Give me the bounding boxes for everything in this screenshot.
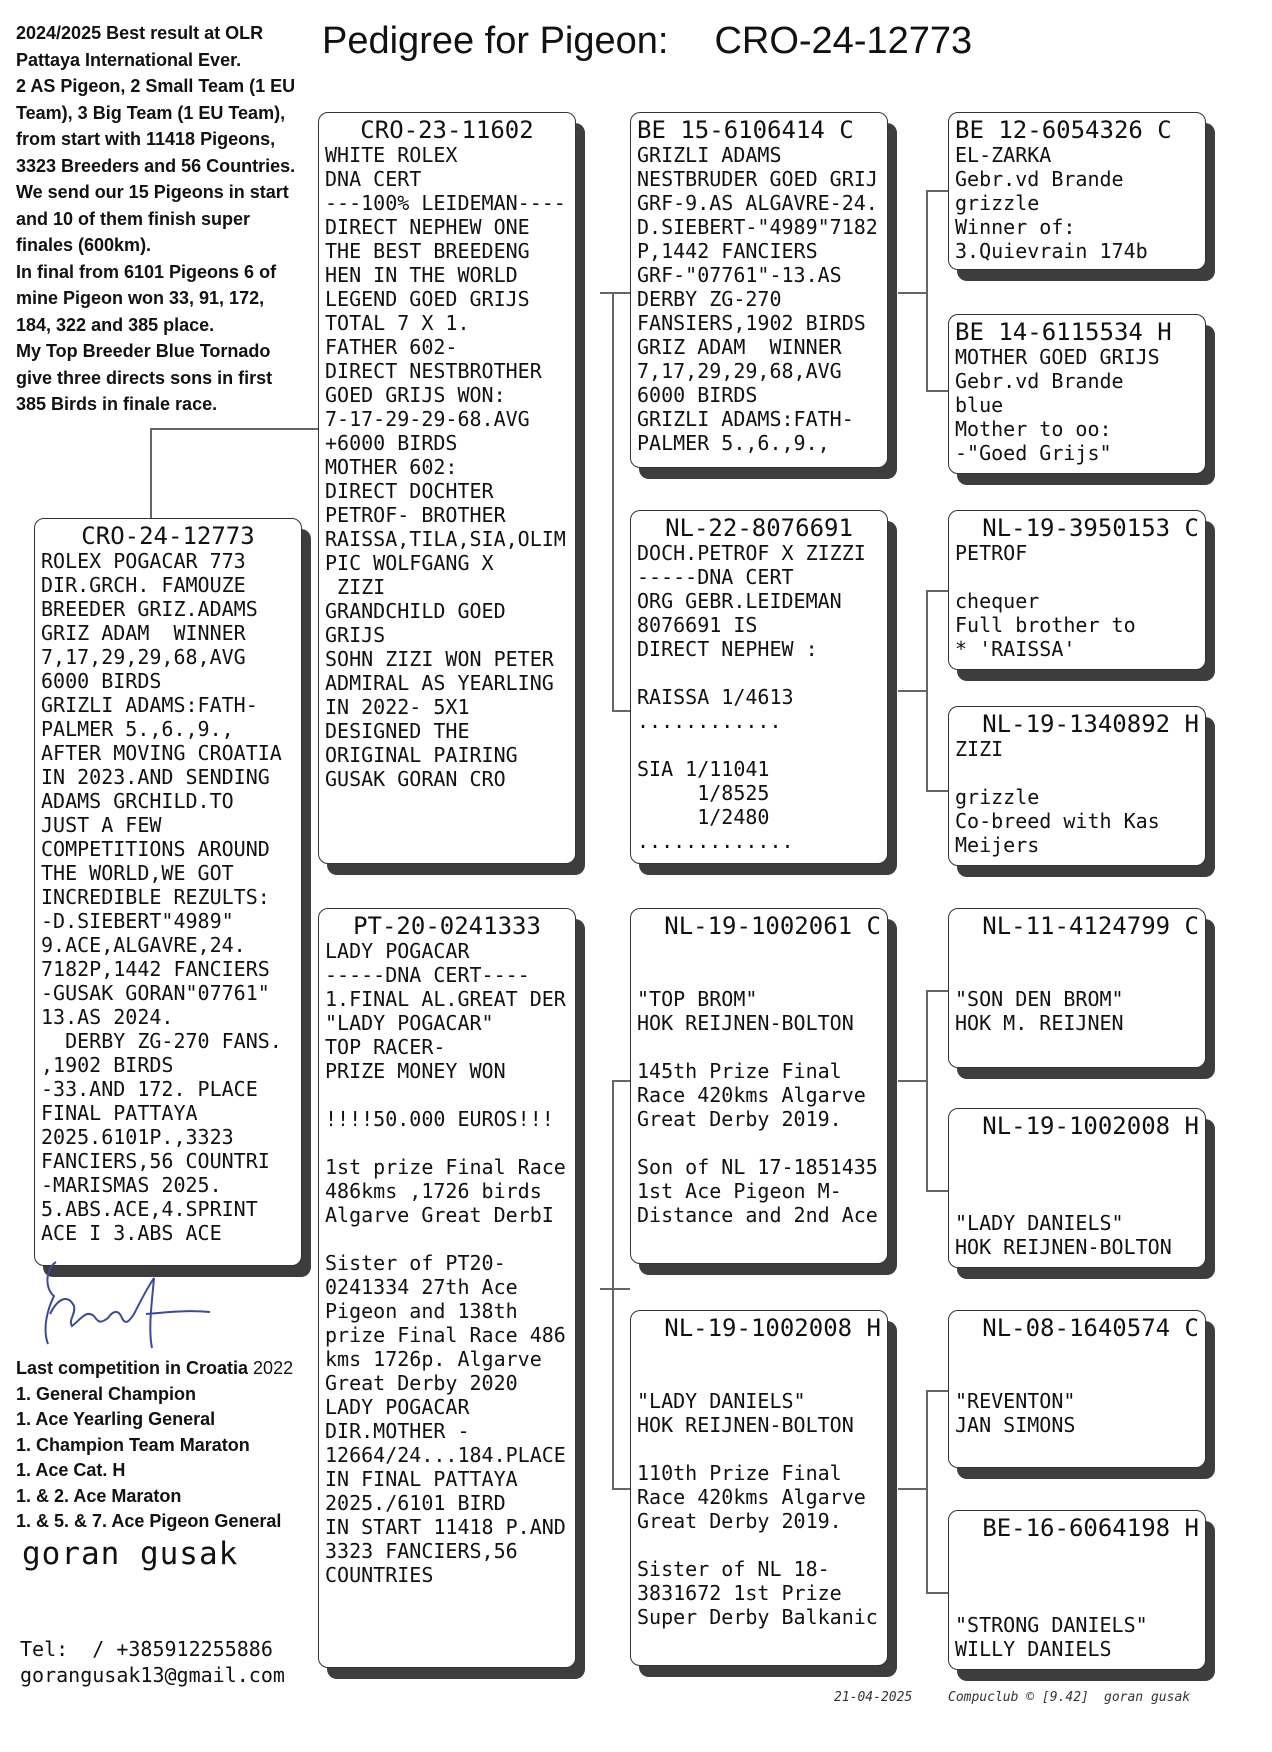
note-line: DOCH.PETROF X ZIZZI (637, 541, 866, 565)
pigeon-ff (630, 112, 888, 468)
note-line: WHITE ROLEX (325, 143, 458, 167)
pigeon-notes (637, 143, 881, 455)
pigeon-notes (955, 541, 1199, 661)
ring-number: NL-19-1002008 H (982, 1112, 1199, 1140)
note-line: PETROF- BROTHER (325, 503, 506, 527)
promo-line: We send our 15 Pigeons in start (16, 182, 289, 202)
note-line (955, 939, 1199, 963)
pigeon-notes (955, 345, 1199, 465)
note-line: Great Derby 2019. (637, 1509, 842, 1533)
pigeon-notes (955, 1139, 1199, 1259)
note-line: 7-17-29-29-68.AVG (325, 407, 530, 431)
note-line: EL-ZARKA (955, 143, 1052, 167)
note-line: -----DNA CERT---- (325, 963, 530, 987)
note-line: Pigeon and 138th (325, 1299, 518, 1323)
note-line: NESTBRUDER GOED GRIJ (637, 167, 878, 191)
note-line: TOP RACER- (325, 1035, 446, 1059)
note-line: PRIZE MONEY WON (325, 1059, 506, 1083)
note-line: 1/8525 (637, 781, 770, 805)
ring-number: BE 15-6106414 C (637, 116, 854, 144)
note-line: D.SIEBERT-"4989"7182 (637, 215, 878, 239)
competition-item: 1. Champion Team Maraton (16, 1434, 250, 1455)
note-line: Super Derby Balkanic (637, 1605, 878, 1629)
footer-date: 21-04-2025 (834, 1690, 913, 1705)
note-line: Gebr.vd Brande (955, 369, 1124, 393)
title-ring: CRO-24-12773 (714, 20, 973, 62)
note-line (955, 761, 1199, 785)
ring-number: NL-19-1340892 H (982, 710, 1199, 738)
ring-number: CRO-23-11602 (360, 116, 534, 144)
note-line (955, 1365, 1199, 1389)
note-line: GRIZLI ADAMS:FATH- (41, 693, 258, 717)
note-line: JAN SIMONS (955, 1413, 1076, 1437)
note-line: SOHN ZIZI WON PETER (325, 647, 554, 671)
note-line: "SON DEN BROM" (955, 987, 1124, 1011)
competition-item: 1. & 5. & 7. Ace Pigeon General (16, 1511, 282, 1531)
note-line: ,1902 BIRDS (41, 1053, 174, 1077)
note-line: WILLY DANIELS (955, 1637, 1112, 1661)
note-line: IN 2023.AND SENDING (41, 765, 270, 789)
connector-line (898, 1080, 926, 1082)
connector-line (612, 1080, 614, 1488)
pigeon-mff (948, 908, 1206, 1068)
connector-line (926, 1190, 948, 1192)
ring-number: BE 14-6115534 H (955, 318, 1172, 346)
note-line (637, 1533, 881, 1557)
note-line: FINAL PATTAYA (41, 1101, 198, 1125)
note-line (637, 1365, 881, 1389)
note-line: -----DNA CERT (637, 565, 794, 589)
note-line: "STRONG DANIELS" (955, 1613, 1148, 1637)
note-line: ORG GEBR.LEIDEMAN (637, 589, 842, 613)
note-line: GRF-"07761"-13.AS (637, 263, 842, 287)
pigeon-notes (637, 541, 881, 853)
note-line: HOK REIJNEN-BOLTON (637, 1413, 854, 1437)
note-line: GOED GRIJS WON: (325, 383, 506, 407)
note-line (955, 1565, 1199, 1589)
note-line: +6000 BIRDS (325, 431, 458, 455)
note-line: DNA CERT (325, 167, 422, 191)
note-line (637, 1341, 881, 1365)
note-line: Great Derby 2019. (637, 1107, 842, 1131)
note-line: IN START 11418 P.AND (325, 1515, 566, 1539)
ring-number: NL-19-3950153 C (982, 514, 1199, 542)
note-line (955, 1589, 1199, 1613)
note-line (325, 1227, 569, 1251)
note-line: ZIZI (325, 575, 386, 599)
note-line: 2025.6101P.,3323 (41, 1125, 234, 1149)
note-line: Sister of NL 18- (637, 1557, 830, 1581)
connector-line (926, 190, 928, 390)
note-line: Full brother to (955, 613, 1136, 637)
note-line (637, 963, 881, 987)
note-line: ............. (637, 829, 794, 853)
note-line: 1.FINAL AL.GREAT DER (325, 987, 566, 1011)
note-line: PETROF (955, 541, 1028, 565)
note-line: LEGEND GOED GRIJS (325, 287, 530, 311)
note-line: Race 420kms Algarve (637, 1083, 866, 1107)
competition-heading: Last competition in Croatia 2022 (16, 1358, 294, 1378)
note-line: IN FINAL PATTAYA (325, 1467, 518, 1491)
note-line: GRIZ ADAM WINNER (41, 621, 246, 645)
note-line: DIR.GRCH. FAMOUZE (41, 573, 246, 597)
promo-line: and 10 of them finish super (16, 208, 251, 229)
note-line: MOTHER GOED GRIJS (955, 345, 1160, 369)
note-line: PIC WOLFGANG X (325, 551, 494, 575)
note-line: BREEDER GRIZ.ADAMS (41, 597, 258, 621)
note-line (955, 1341, 1199, 1365)
note-line: ADMIRAL AS YEARLING (325, 671, 554, 695)
pigeon-notes (637, 939, 881, 1227)
note-line: 145th Prize Final (637, 1059, 842, 1083)
note-line: RAISSA,TILA,SIA,OLIM (325, 527, 566, 551)
note-line: 1st Ace Pigeon M- (637, 1179, 842, 1203)
promo-line: Pattaya International Ever. (16, 49, 242, 70)
ring-number: PT-20-0241333 (353, 912, 541, 940)
note-line: JUST A FEW (41, 813, 162, 837)
note-line: 486kms ,1726 birds (325, 1179, 542, 1203)
note-line: DIRECT NEPHEW ONE (325, 215, 530, 239)
note-line: 7182P,1442 FANCIERS (41, 957, 270, 981)
note-line: -33.AND 172. PLACE (41, 1077, 258, 1101)
note-line (637, 1035, 881, 1059)
pigeon-mf (630, 908, 888, 1264)
note-line: 3323 FANCIERS,56 (325, 1539, 518, 1563)
pigeon-mother (318, 908, 576, 1668)
note-line: SIA 1/11041 (637, 757, 770, 781)
note-line (955, 1187, 1199, 1211)
note-line: Race 420kms Algarve (637, 1485, 866, 1509)
note-line (637, 1131, 881, 1155)
note-line (637, 733, 881, 757)
note-line: "LADY DANIELS" (955, 1211, 1124, 1235)
note-line: 6000 BIRDS (41, 669, 162, 693)
connector-line (926, 990, 948, 992)
note-line: Meijers (955, 833, 1040, 857)
note-line: Great Derby 2020 (325, 1371, 518, 1395)
note-line: GRIZ ADAM WINNER (637, 335, 842, 359)
connector-line (926, 390, 948, 392)
note-line: -MARISMAS 2025. (41, 1173, 222, 1197)
note-line (325, 1131, 569, 1155)
note-line: GRANDCHILD GOED (325, 599, 506, 623)
note-line: "TOP BROM" (637, 987, 758, 1011)
pigeon-mfm (948, 1108, 1206, 1268)
ring-number: BE-16-6064198 H (982, 1514, 1199, 1542)
connector-line (898, 292, 926, 294)
connector-line (612, 292, 614, 710)
promo-line: from start with 11418 Pigeons, (16, 129, 276, 149)
pigeon-ffm (948, 314, 1206, 474)
promo-line: 2024/2025 Best result at OLR (16, 23, 264, 43)
pigeon-fff (948, 112, 1206, 270)
note-line: Winner of: (955, 215, 1076, 239)
pigeon-mmm (948, 1510, 1206, 1670)
connector-line (926, 190, 948, 192)
note-line: COUNTRIES (325, 1563, 434, 1587)
note-line: 8076691 IS (637, 613, 758, 637)
signature-image (38, 1258, 218, 1358)
connector-line (898, 1488, 926, 1490)
note-line: -"Goed Grijs" (955, 441, 1112, 465)
note-line: TOTAL 7 X 1. (325, 311, 470, 335)
note-line: RAISSA 1/4613 (637, 685, 794, 709)
note-line (955, 1163, 1199, 1187)
promo-line: 385 Birds in finale race. (16, 394, 218, 414)
note-line: ACE I 3.ABS ACE (41, 1221, 222, 1245)
phone-number: Tel: / +385912255886 (20, 1637, 273, 1661)
note-line: DESIGNED THE (325, 719, 470, 743)
promo-line: mine Pigeon won 33, 91, 172, (16, 288, 265, 308)
note-line: GRF-9.AS ALGAVRE-24. (637, 191, 878, 215)
note-line: MOTHER 602: (325, 455, 458, 479)
pigeon-father (318, 112, 576, 864)
note-line: -GUSAK GORAN"07761" (41, 981, 270, 1005)
note-line: 3831672 1st Prize (637, 1581, 842, 1605)
note-line: LADY POGACAR (325, 939, 470, 963)
competition-item: 1. & 2. Ace Maraton (16, 1485, 182, 1506)
pigeon-notes (955, 143, 1199, 263)
competition-item: 1. Ace Cat. H (16, 1460, 126, 1480)
note-line: ............ (637, 709, 782, 733)
promo-line: finales (600km). (16, 235, 152, 255)
pigeon-notes (637, 1341, 881, 1629)
note-line: Gebr.vd Brande (955, 167, 1124, 191)
note-line: 1st prize Final Race (325, 1155, 566, 1179)
pigeon-notes (955, 737, 1199, 857)
promo-line: In final from 6101 Pigeons 6 of (16, 261, 277, 282)
note-line: !!!!50.000 EUROS!!! (325, 1107, 554, 1131)
promo-line: 2 AS Pigeon, 2 Small Team (1 EU (16, 76, 296, 96)
note-line: 13.AS 2024. (41, 1005, 174, 1029)
note-line: THE BEST BREEDENG (325, 239, 530, 263)
note-line (637, 1437, 881, 1461)
pigeon-fm (630, 510, 888, 864)
note-line: FATHER 602- (325, 335, 458, 359)
note-line: LADY POGACAR (325, 1395, 470, 1419)
promo-line: give three directs sons in first (16, 367, 273, 388)
ring-number: NL-11-4124799 C (982, 912, 1199, 940)
connector-line (600, 292, 630, 294)
footer-software: Compuclub © [9.42] (948, 1690, 1089, 1705)
pigeon-mm (630, 1310, 888, 1666)
note-line: Distance and 2nd Ace (637, 1203, 878, 1227)
note-line: chequer (955, 589, 1040, 613)
email-address: gorangusak13@gmail.com (20, 1663, 285, 1687)
promo-line: 184, 322 and 385 place. (16, 314, 215, 335)
note-line: PALMER 5.,6.,9., (41, 717, 234, 741)
contact-info (20, 1636, 285, 1688)
note-line: IN 2022- 5X1 (325, 695, 470, 719)
note-line: GRIZLI ADAMS (637, 143, 782, 167)
pigeon-notes (325, 939, 569, 1587)
note-line: COMPETITIONS AROUND (41, 837, 270, 861)
page-title (322, 20, 972, 63)
note-line: FANSIERS,1902 BIRDS (637, 311, 866, 335)
title-label: Pedigree for Pigeon: (322, 20, 669, 62)
note-line: 2025./6101 BIRD (325, 1491, 506, 1515)
promo-text (16, 20, 316, 418)
note-line: blue (955, 393, 1004, 417)
note-line: DERBY ZG-270 FANS. (41, 1029, 282, 1053)
note-line: Sister of PT20- (325, 1251, 506, 1275)
note-line: -D.SIEBERT"4989" (41, 909, 234, 933)
promo-line: 3323 Breeders and 56 Countries. (16, 155, 296, 176)
note-line (637, 939, 881, 963)
note-line: Son of NL 17-1851435 (637, 1155, 878, 1179)
note-line: INCREDIBLE REZULTS: (41, 885, 270, 909)
connector-line (926, 790, 948, 792)
note-line: Co-breed with Kas (955, 809, 1160, 833)
note-line: HOK REIJNEN-BOLTON (955, 1235, 1172, 1259)
pigeon-notes (41, 549, 295, 1245)
note-line: ZIZI (955, 737, 1004, 761)
footer-author: goran gusak (1104, 1690, 1191, 1705)
pigeon-mmf (948, 1310, 1206, 1468)
connector-line (926, 590, 948, 592)
competition-item: 1. Ace Yearling General (16, 1409, 216, 1429)
note-line (637, 661, 881, 685)
connector-line (612, 1080, 630, 1082)
connector-line (926, 1390, 948, 1392)
note-line: grizzle (955, 191, 1040, 215)
note-line: ROLEX POGACAR 773 (41, 549, 246, 573)
note-line: ---100% LEIDEMAN---- (325, 191, 566, 215)
connector-line (926, 990, 928, 1190)
note-line: 6000 BIRDS (637, 383, 758, 407)
note-line: grizzle (955, 785, 1040, 809)
note-line: kms 1726p. Algarve (325, 1347, 542, 1371)
note-line: DIRECT DOCHTER (325, 479, 494, 503)
ring-number: NL-22-8076691 (665, 514, 853, 542)
note-line: Algarve Great DerbI (325, 1203, 554, 1227)
note-line: 1/2480 (637, 805, 770, 829)
note-line: FANCIERS,56 COUNTRI (41, 1149, 270, 1173)
note-line: ADAMS GRCHILD.TO (41, 789, 234, 813)
ring-number: CRO-24-12773 (81, 522, 255, 550)
note-line: HOK M. REIJNEN (955, 1011, 1124, 1035)
ring-number: BE 12-6054326 C (955, 116, 1172, 144)
note-line: ORIGINAL PAIRING (325, 743, 518, 767)
note-line: 110th Prize Final (637, 1461, 842, 1485)
note-line: PALMER 5.,6.,9., (637, 431, 830, 455)
note-line: 5.ABS.ACE,4.SPRINT (41, 1197, 258, 1221)
note-line: P,1442 FANCIERS (637, 239, 818, 263)
pigeon-notes (955, 1341, 1199, 1437)
note-line: "LADY DANIELS" (637, 1389, 806, 1413)
connector-line (150, 428, 318, 430)
note-line: 7,17,29,29,68,AVG (41, 645, 246, 669)
note-line: 3.Quievrain 174b (955, 239, 1148, 263)
connector-line (612, 710, 630, 712)
connector-line (926, 1390, 928, 1592)
note-line: GRIZLI ADAMS:FATH- (637, 407, 854, 431)
note-line (955, 1139, 1199, 1163)
note-line: HOK REIJNEN-BOLTON (637, 1011, 854, 1035)
ring-number: NL-08-1640574 C (982, 1314, 1199, 1342)
note-line: GUSAK GORAN CRO (325, 767, 506, 791)
competition-item: 1. General Champion (16, 1383, 197, 1404)
note-line: 0241334 27th Ace (325, 1275, 518, 1299)
note-line: THE WORLD,WE GOT (41, 861, 234, 885)
breeder-name: goran gusak (22, 1536, 239, 1572)
pigeon-notes (955, 1541, 1199, 1661)
promo-line: Team), 3 Big Team (1 EU Team), (16, 102, 286, 123)
pigeon-fmf (948, 510, 1206, 670)
note-line: prize Final Race 486 (325, 1323, 566, 1347)
note-line: 12664/24...184.PLACE (325, 1443, 566, 1467)
pigeon-fmm (948, 706, 1206, 866)
note-line: AFTER MOVING CROATIA (41, 741, 282, 765)
note-line: DIRECT NESTBROTHER (325, 359, 542, 383)
connector-line (926, 1592, 948, 1594)
note-line: "REVENTON" (955, 1389, 1076, 1413)
ring-number: NL-19-1002061 C (664, 912, 881, 940)
note-line: HEN IN THE WORLD (325, 263, 518, 287)
pigeon-notes (955, 939, 1199, 1035)
connector-line (612, 1488, 630, 1490)
note-line: GRIJS (325, 623, 386, 647)
note-line (955, 565, 1199, 589)
connector-line (600, 1288, 630, 1290)
note-line (325, 1083, 569, 1107)
note-line: DIR.MOTHER - (325, 1419, 470, 1443)
pigeon-notes (325, 143, 569, 791)
note-line (955, 963, 1199, 987)
promo-line: My Top Breeder Blue Tornado (16, 341, 271, 361)
competition-list (16, 1356, 316, 1535)
connector-line (150, 428, 152, 518)
note-line: 9.ACE,ALGAVRE,24. (41, 933, 246, 957)
note-line: "LADY POGACAR" (325, 1011, 494, 1035)
note-line: Mother to oo: (955, 417, 1112, 441)
pigeon-main (34, 518, 302, 1266)
connector-line (898, 690, 926, 692)
connector-line (926, 590, 928, 790)
note-line: * 'RAISSA' (955, 637, 1076, 661)
note-line: 7,17,29,29,68,AVG (637, 359, 842, 383)
note-line: DERBY ZG-270 (637, 287, 782, 311)
note-line: DIRECT NEPHEW : (637, 637, 818, 661)
note-line (955, 1541, 1199, 1565)
ring-number: NL-19-1002008 H (664, 1314, 881, 1342)
